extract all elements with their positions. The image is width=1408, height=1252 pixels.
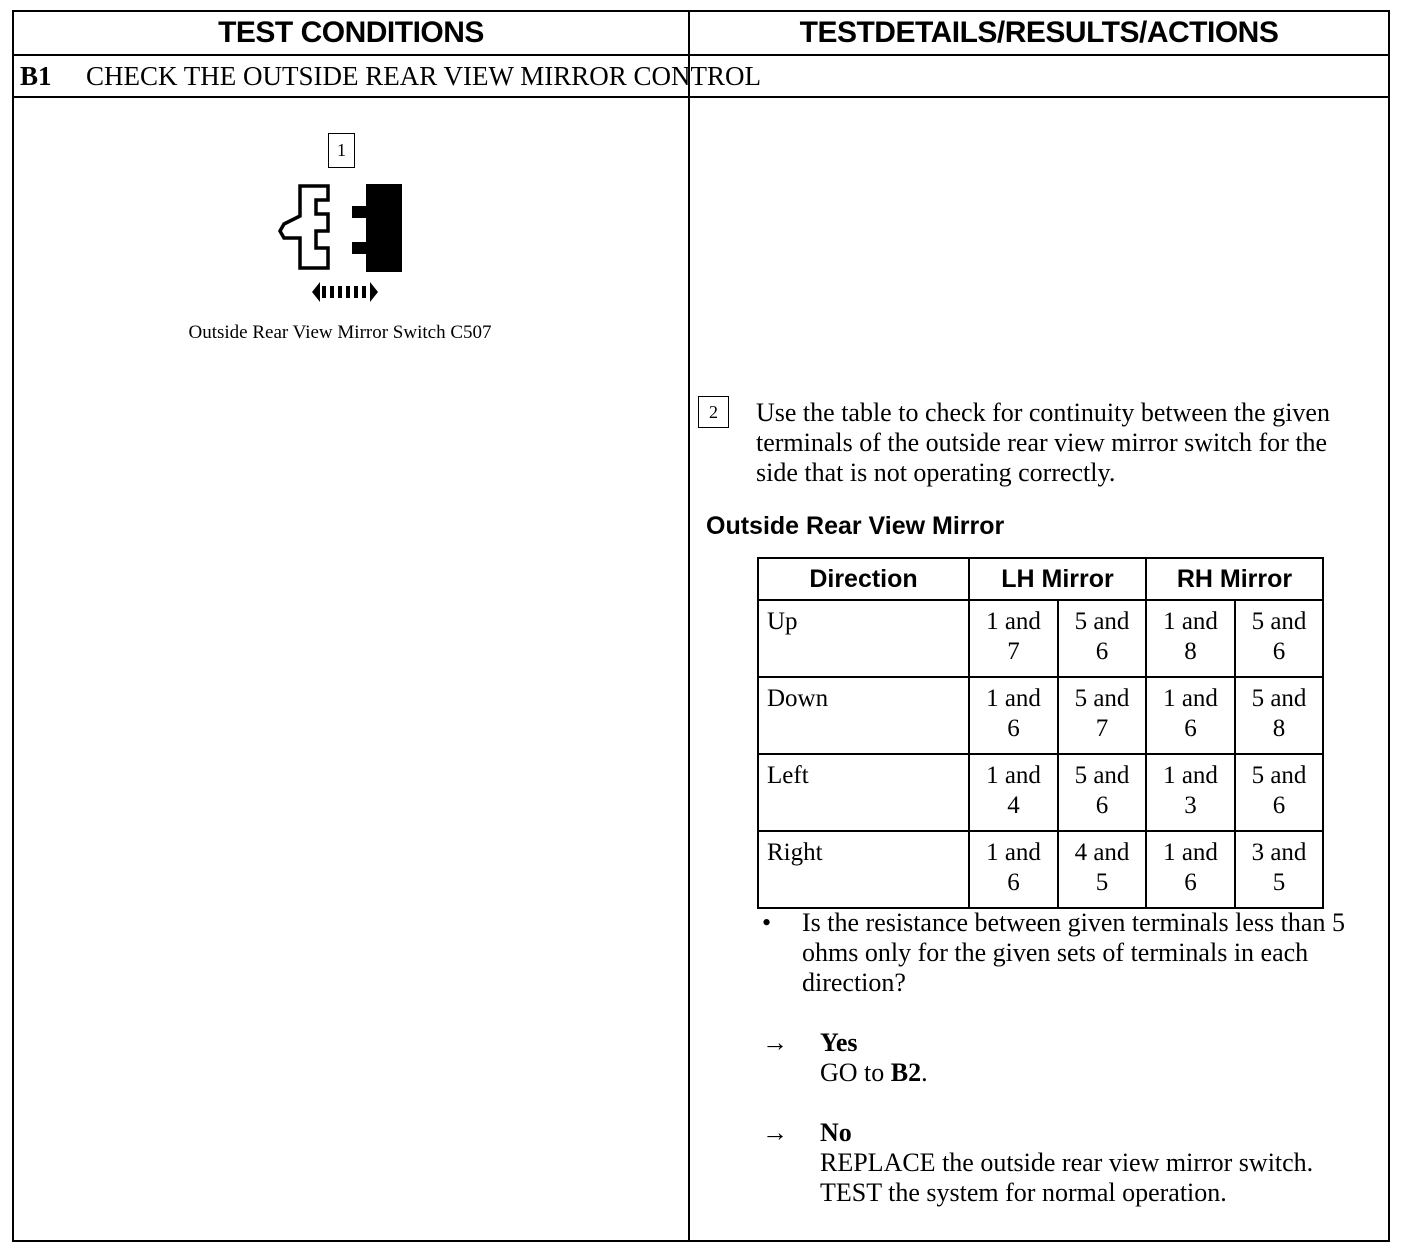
header-divider xyxy=(12,54,1390,56)
answer-yes-target: B2 xyxy=(890,1058,922,1087)
terminal-cell xyxy=(1146,754,1235,831)
cell-line: 1 and xyxy=(986,608,1041,635)
table-row xyxy=(758,677,1323,754)
arrow-dash xyxy=(322,286,326,298)
section-divider xyxy=(12,96,1390,98)
cell-line: 4 xyxy=(1007,792,1020,819)
cell-line: 5 and xyxy=(1251,685,1307,712)
cell-line: 1 and xyxy=(986,839,1041,866)
header-test-details: TESTDETAILS/RESULTS/ACTIONS xyxy=(799,16,1279,49)
arrow-dash xyxy=(330,286,334,298)
continuity-table xyxy=(757,557,1324,909)
section-id: B1 xyxy=(20,60,52,91)
cell-line: 6 xyxy=(1007,715,1020,742)
terminal-cell xyxy=(1058,831,1146,908)
cell-line: 1 and xyxy=(1163,685,1218,712)
connector-switch-half xyxy=(352,184,402,272)
col-header-rh-mirror: RH Mirror xyxy=(1146,558,1323,600)
header-test-conditions: TEST CONDITIONS xyxy=(218,16,484,49)
cell-line: 5 and xyxy=(1251,608,1307,635)
terminal-cell xyxy=(1235,754,1323,831)
cell-line: 6 xyxy=(1095,792,1109,819)
terminal-cell xyxy=(1058,677,1146,754)
table-header-row xyxy=(758,558,1323,600)
cell-line: 3 and xyxy=(1251,839,1307,866)
arrow-right-icon: → xyxy=(762,1118,788,1147)
step-1-box: 1 xyxy=(328,133,355,168)
cell-line: 1 and xyxy=(986,762,1041,789)
terminal-cell xyxy=(1146,831,1235,908)
cell-line: 8 xyxy=(1272,715,1286,742)
section-title: CHECK THE OUTSIDE REAR VIEW MIRROR CONTROL xyxy=(86,60,762,91)
figure-caption: Outside Rear View Mirror Switch C507 xyxy=(188,322,492,343)
body-column-divider xyxy=(688,96,690,1242)
col-header-direction: Direction xyxy=(758,558,969,600)
cell-line: 6 xyxy=(1007,869,1020,896)
cell-line: 5 xyxy=(1095,869,1109,896)
cell-line: 6 xyxy=(1095,638,1109,665)
terminal-cell xyxy=(969,600,1058,677)
cell-line: 1 and xyxy=(1163,839,1218,866)
answer-yes-suffix: . xyxy=(921,1058,928,1087)
arrow-right-head xyxy=(370,282,378,302)
cell-line: 4 and xyxy=(1074,839,1130,866)
bullet-icon: • xyxy=(762,908,772,937)
terminal-cell xyxy=(969,754,1058,831)
section-row xyxy=(20,57,761,95)
table-title: Outside Rear View Mirror xyxy=(706,512,1005,540)
connector-harness-half xyxy=(280,186,328,268)
cell-line: 5 and xyxy=(1251,762,1307,789)
cell-line: 6 xyxy=(1184,869,1197,896)
question-text: Is the resistance between given terminals less than 5 ohms only for the given sets of terminals in each direction? xyxy=(802,908,1345,997)
step-2-instruction: Use the table to check for continuity between the given terminals of the outside rear view mirror switch for the side that is not operating correctly. xyxy=(756,398,1330,487)
cell-line: 1 and xyxy=(1163,608,1218,635)
arrow-dash xyxy=(354,286,358,298)
cell-line: 1 and xyxy=(986,685,1041,712)
cell-line: 3 xyxy=(1184,792,1197,819)
answer-no-label: No xyxy=(820,1118,852,1147)
terminal-cell xyxy=(969,677,1058,754)
direction-cell: Down xyxy=(758,677,969,754)
cell-line: 6 xyxy=(1184,715,1197,742)
cell-line: 6 xyxy=(1272,792,1286,819)
cell-line: 1 and xyxy=(1163,762,1218,789)
cell-line: 5 and xyxy=(1074,608,1130,635)
cell-line: 8 xyxy=(1184,638,1197,665)
arrow-dash xyxy=(338,286,342,298)
cell-line: 6 xyxy=(1272,638,1286,665)
direction-cell: Right xyxy=(758,831,969,908)
terminal-cell xyxy=(1235,677,1323,754)
arrow-dash xyxy=(362,286,366,298)
table-row xyxy=(758,600,1323,677)
cell-line: 5 and xyxy=(1074,685,1130,712)
cell-line: 5 and xyxy=(1074,762,1130,789)
connector-diagram xyxy=(272,176,412,308)
terminal-cell xyxy=(1058,754,1146,831)
terminal-cell xyxy=(1058,600,1146,677)
answer-no-action: REPLACE the outside rear view mirror switch. TEST the system for normal operation. xyxy=(820,1148,1314,1207)
answer-yes-prefix: GO to xyxy=(820,1058,891,1087)
answer-no xyxy=(820,1118,1380,1208)
direction-cell: Left xyxy=(758,754,969,831)
direction-cell: Up xyxy=(758,600,969,677)
arrow-left-head xyxy=(312,282,320,302)
terminal-cell xyxy=(1235,831,1323,908)
answer-yes-label: Yes xyxy=(820,1028,858,1057)
cell-line: 7 xyxy=(1007,638,1020,665)
col-header-lh-mirror: LH Mirror xyxy=(969,558,1146,600)
arrow-dash xyxy=(346,286,350,298)
table-row xyxy=(758,754,1323,831)
answer-yes xyxy=(820,1028,1380,1088)
step-2-box: 2 xyxy=(698,396,729,428)
terminal-cell xyxy=(1146,600,1235,677)
terminal-cell xyxy=(1146,677,1235,754)
terminal-cell xyxy=(1235,600,1323,677)
terminal-cell xyxy=(969,831,1058,908)
table-row xyxy=(758,831,1323,908)
cell-line: 7 xyxy=(1095,715,1109,742)
cell-line: 5 xyxy=(1272,869,1286,896)
arrow-right-icon: → xyxy=(762,1028,788,1057)
